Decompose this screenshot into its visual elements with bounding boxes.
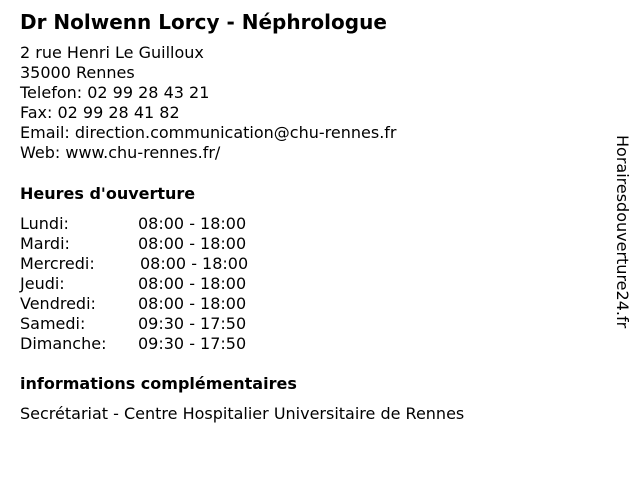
hours-day: Vendredi: bbox=[20, 294, 96, 313]
additional-info-text: Secrétariat - Centre Hospitalier Universitaire de Rennes bbox=[20, 404, 465, 423]
hours-day: Jeudi: bbox=[20, 274, 65, 293]
hours-row-thursday bbox=[20, 274, 280, 294]
fax-number: Fax: 02 99 28 41 82 bbox=[20, 103, 180, 122]
additional-info-heading: informations complémentaires bbox=[20, 374, 297, 393]
hours-day: Dimanche: bbox=[20, 334, 107, 353]
opening-hours-heading: Heures d'ouverture bbox=[20, 184, 196, 203]
address-street: 2 rue Henri Le Guilloux bbox=[20, 43, 204, 62]
hours-row-saturday bbox=[20, 314, 280, 334]
hours-time: 08:00 - 18:00 bbox=[138, 214, 247, 233]
address-city: 35000 Rennes bbox=[20, 63, 135, 82]
hours-time: 08:00 - 18:00 bbox=[140, 254, 249, 273]
hours-time: 08:00 - 18:00 bbox=[138, 294, 247, 313]
hours-day: Mardi: bbox=[20, 234, 70, 253]
hours-day: Lundi: bbox=[20, 214, 69, 233]
page-title: Dr Nolwenn Lorcy - Néphrologue bbox=[20, 10, 387, 34]
hours-row-monday bbox=[20, 214, 280, 234]
opening-hours-table bbox=[20, 214, 280, 354]
hours-row-tuesday bbox=[20, 234, 280, 254]
hours-row-friday bbox=[20, 294, 280, 314]
hours-time: 08:00 - 18:00 bbox=[138, 274, 247, 293]
hours-day: Mercredi: bbox=[20, 254, 95, 273]
email-address: Email: direction.communication@chu-rennes.fr bbox=[20, 123, 397, 142]
phone-number: Telefon: 02 99 28 43 21 bbox=[20, 83, 210, 102]
hours-row-sunday bbox=[20, 334, 280, 354]
website-address: Web: www.chu-rennes.fr/ bbox=[20, 143, 221, 162]
hours-time: 09:30 - 17:50 bbox=[138, 334, 247, 353]
hours-time: 09:30 - 17:50 bbox=[138, 314, 247, 333]
hours-day: Samedi: bbox=[20, 314, 86, 333]
contact-block bbox=[20, 43, 396, 163]
hours-row-wednesday bbox=[20, 254, 280, 274]
side-brand-watermark: Horairesdouverture24.fr bbox=[613, 135, 632, 329]
hours-time: 08:00 - 18:00 bbox=[138, 234, 247, 253]
